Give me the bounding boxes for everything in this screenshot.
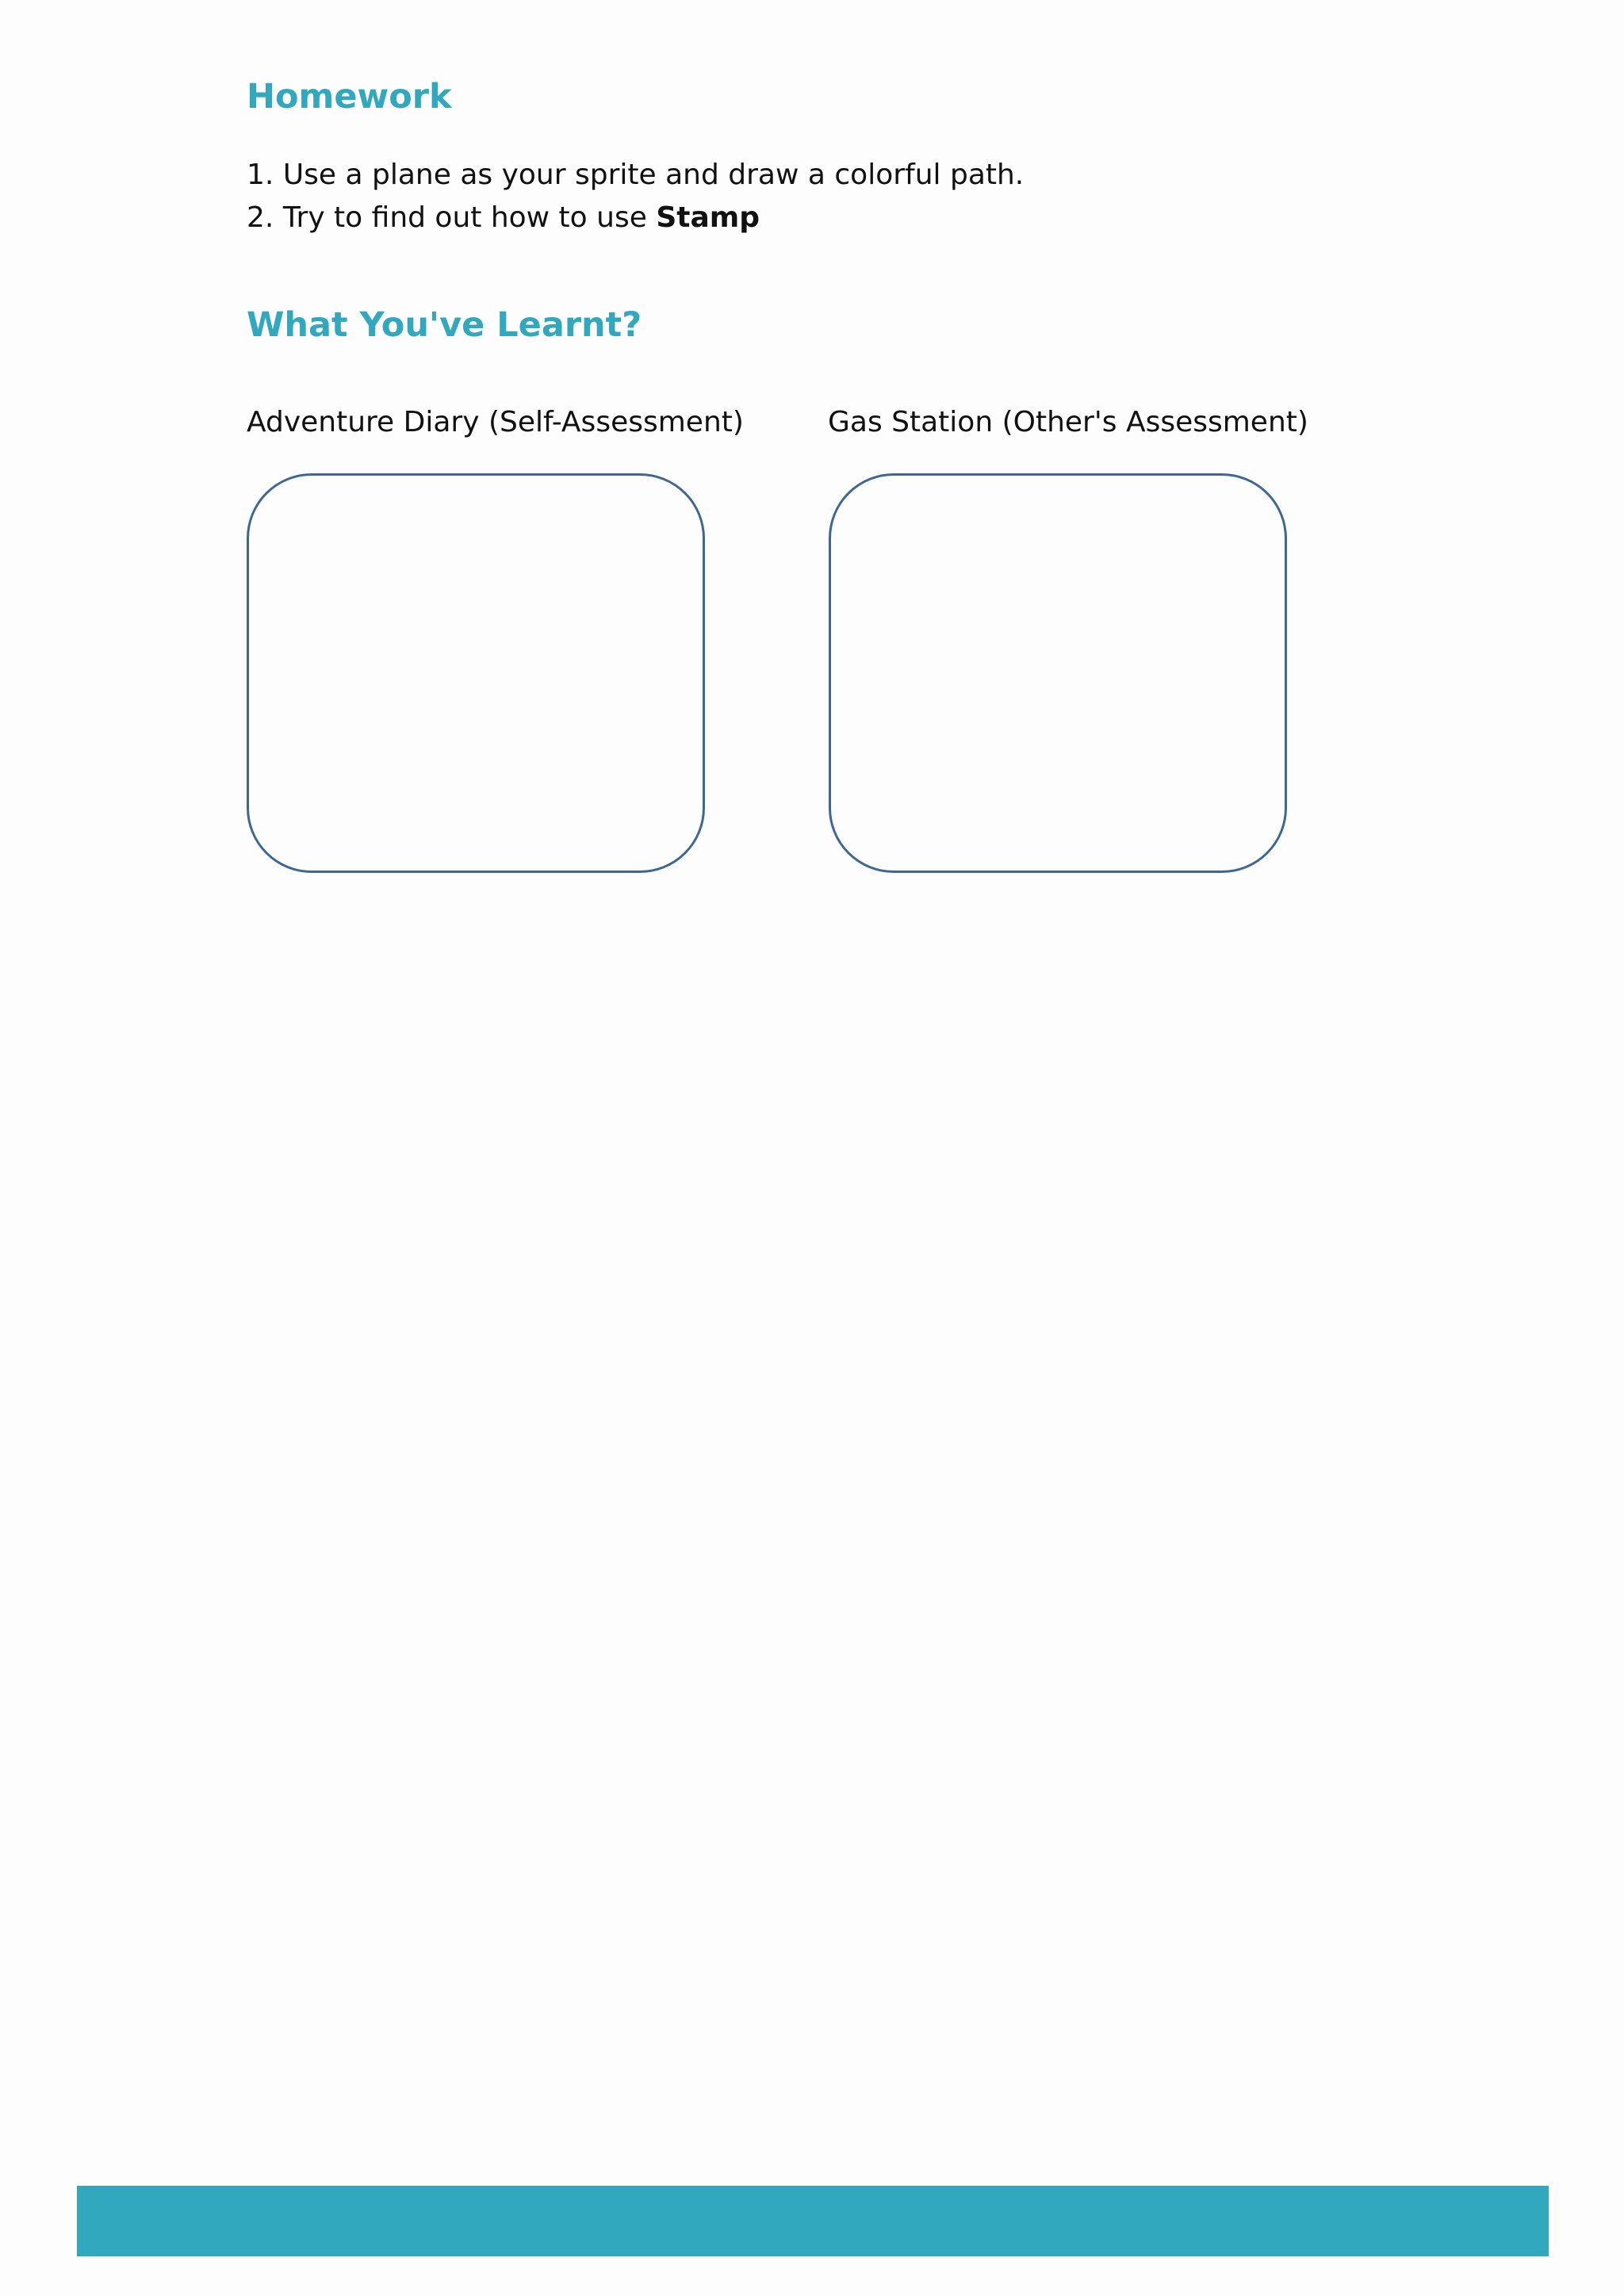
homework-item xyxy=(247,158,1024,193)
homework-heading: Homework xyxy=(247,77,452,117)
homework-item-text: Try to find out how to use xyxy=(282,201,657,234)
homework-item-bold-term: Stamp xyxy=(656,201,760,234)
self-assessment-label: Adventure Diary (Self-Assessment) xyxy=(247,406,744,438)
homework-item-number: 1. xyxy=(247,159,274,191)
footer-band xyxy=(77,2186,1549,2256)
homework-item-text: Use a plane as your sprite and draw a colorful path. xyxy=(282,159,1025,191)
others-assessment-box xyxy=(829,473,1287,873)
learnt-heading: What You've Learnt? xyxy=(247,305,642,345)
homework-item xyxy=(247,201,760,235)
homework-item-number: 2. xyxy=(247,201,274,234)
others-assessment-label: Gas Station (Other's Assessment) xyxy=(828,406,1308,438)
self-assessment-box xyxy=(247,473,705,873)
